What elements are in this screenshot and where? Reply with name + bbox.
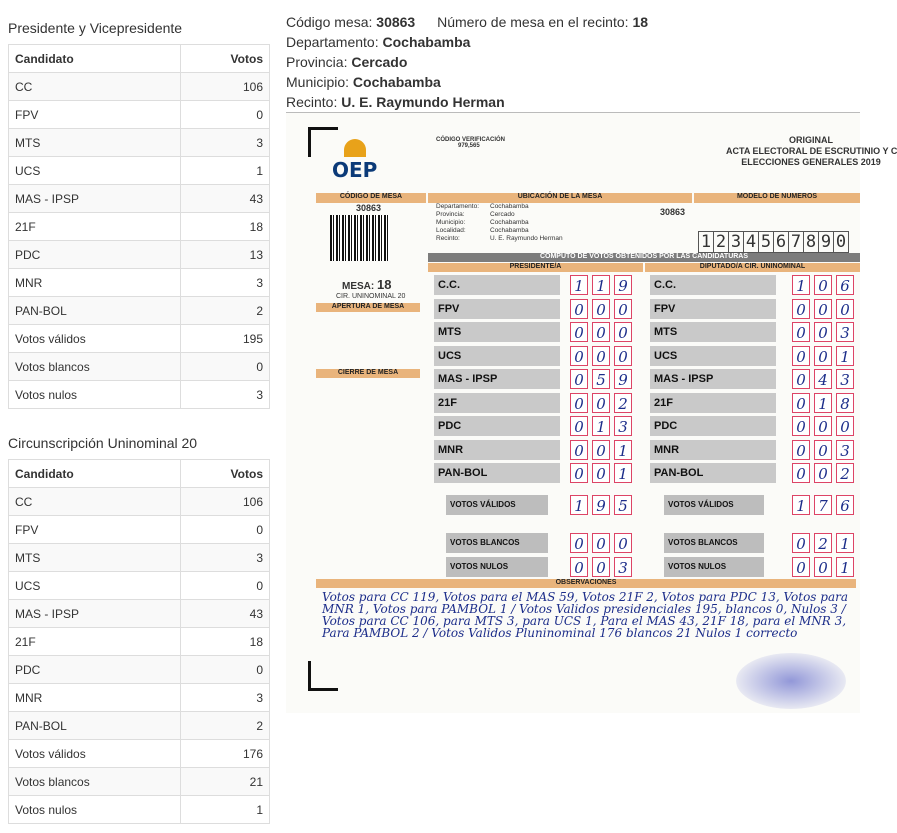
table-row bbox=[9, 796, 270, 824]
info-departamento bbox=[286, 32, 648, 52]
acta-original: ORIGINAL bbox=[789, 135, 833, 145]
vote-count: 3 bbox=[180, 381, 269, 409]
handwritten-digit: 9 bbox=[592, 495, 610, 515]
candidate-name: PDC bbox=[9, 241, 181, 269]
handwritten-digit: 1 bbox=[836, 557, 854, 577]
handwritten-digit: 1 bbox=[570, 495, 588, 515]
acta-party-name: PAN-BOL bbox=[434, 463, 560, 483]
acta-party-name: VOTOS NULOS bbox=[446, 557, 548, 577]
section-title: Presidente y Vicepresidente bbox=[8, 20, 183, 36]
handwritten-digit: 6 bbox=[836, 495, 854, 515]
handwritten-digit: 0 bbox=[570, 369, 588, 389]
vote-count: 13 bbox=[180, 241, 269, 269]
handwritten-digit: 0 bbox=[836, 299, 854, 319]
model-digit: 8 bbox=[803, 231, 819, 253]
handwritten-digit: 1 bbox=[836, 346, 854, 366]
candidate-name: 21F bbox=[9, 213, 181, 241]
handwritten-digit: 0 bbox=[792, 393, 810, 413]
handwritten-digit: 1 bbox=[592, 416, 610, 436]
candidate-name: UCS bbox=[9, 572, 181, 600]
corner-mark bbox=[308, 127, 338, 157]
handwritten-digit: 0 bbox=[814, 463, 832, 483]
section-1 bbox=[8, 435, 270, 824]
table-row bbox=[9, 269, 270, 297]
band-computo: CÓMPUTO DE VOTOS OBTENIDOS POR LAS CANDIDATURAS bbox=[428, 253, 860, 262]
recinto-label: Recinto: bbox=[286, 94, 338, 110]
acta-party-name: FPV bbox=[650, 299, 776, 319]
acta-party-name: MTS bbox=[650, 322, 776, 342]
table-row bbox=[9, 297, 270, 325]
candidate-name: CC bbox=[9, 488, 181, 516]
handwritten-digit: 7 bbox=[814, 495, 832, 515]
handwritten-digit: 0 bbox=[614, 299, 632, 319]
handwritten-digit: 0 bbox=[570, 533, 588, 553]
handwritten-digit: 0 bbox=[614, 322, 632, 342]
ubic-values: Cochabamba Cercado Cochabamba Cochabamba U. E. Raymundo Herman bbox=[490, 203, 563, 242]
acta-image bbox=[286, 112, 897, 713]
stamp-seal bbox=[736, 653, 846, 709]
vote-count: 18 bbox=[180, 628, 269, 656]
handwritten-digit: 3 bbox=[836, 322, 854, 342]
acta-codigo-mesa: 30863 bbox=[356, 203, 382, 213]
acta-party-name: MAS - IPSP bbox=[650, 369, 776, 389]
acta-codigo-mesa-2: 30863 bbox=[660, 207, 686, 217]
table-header bbox=[9, 45, 270, 73]
acta-party-name: 21F bbox=[650, 393, 776, 413]
handwritten-digit: 0 bbox=[792, 533, 810, 553]
handwritten-digit: 5 bbox=[592, 369, 610, 389]
results-panel bbox=[8, 14, 270, 824]
municipio-value: Cochabamba bbox=[352, 74, 441, 90]
table-row bbox=[9, 73, 270, 101]
handwritten-digit: 0 bbox=[614, 346, 632, 366]
vote-count: 0 bbox=[180, 516, 269, 544]
candidate-name: 21F bbox=[9, 628, 181, 656]
mesa-num: 18 bbox=[377, 277, 392, 292]
handwritten-digit: 8 bbox=[836, 393, 854, 413]
candidate-name: PAN-BOL bbox=[9, 297, 181, 325]
numero-label: Número de mesa en el recinto: bbox=[437, 14, 629, 30]
handwritten-digit: 0 bbox=[570, 322, 588, 342]
recinto-value: U. E. Raymundo Herman bbox=[341, 94, 505, 110]
band-dip: DIPUTADO/A CIR. UNINOMINAL bbox=[645, 263, 860, 272]
info-recinto bbox=[286, 92, 648, 112]
vote-count: 3 bbox=[180, 129, 269, 157]
acta-party-name: MNR bbox=[434, 440, 560, 460]
col-candidato: Candidato bbox=[9, 45, 181, 73]
corner-mark bbox=[308, 661, 338, 691]
handwritten-digit: 1 bbox=[836, 533, 854, 553]
acta-party-name: UCS bbox=[434, 346, 560, 366]
table-row bbox=[9, 185, 270, 213]
handwritten-digit: 0 bbox=[592, 346, 610, 366]
codigo-verif-label: CÓDIGO VERIFICACIÓN bbox=[436, 137, 506, 143]
acta-title1: ACTA ELECTORAL DE ESCRUTINIO Y C bbox=[726, 146, 897, 156]
acta-cir: CIR. UNINOMINAL 20 bbox=[336, 293, 406, 300]
vote-count: 0 bbox=[180, 656, 269, 684]
vote-count: 1 bbox=[180, 157, 269, 185]
table-row bbox=[9, 241, 270, 269]
votes-table bbox=[8, 44, 270, 409]
vote-count: 2 bbox=[180, 712, 269, 740]
table-row bbox=[9, 544, 270, 572]
acta-party-name: MTS bbox=[434, 322, 560, 342]
model-digit: 4 bbox=[743, 231, 759, 253]
handwritten-digit: 0 bbox=[792, 463, 810, 483]
oep-logo-icon bbox=[344, 139, 366, 157]
handwritten-digit: 1 bbox=[592, 275, 610, 295]
handwritten-digit: 3 bbox=[836, 440, 854, 460]
candidate-name: MTS bbox=[9, 129, 181, 157]
acta-party-name: VOTOS VÁLIDOS bbox=[664, 495, 764, 515]
handwritten-digit: 3 bbox=[614, 416, 632, 436]
model-digit: 5 bbox=[758, 231, 774, 253]
handwritten-digit: 0 bbox=[836, 416, 854, 436]
handwritten-digit: 0 bbox=[570, 557, 588, 577]
handwritten-digit: 0 bbox=[570, 346, 588, 366]
table-row bbox=[9, 213, 270, 241]
acta-party-name: PDC bbox=[650, 416, 776, 436]
vote-count: 21 bbox=[180, 768, 269, 796]
departamento-label: Departamento: bbox=[286, 34, 379, 50]
provincia-value: Cercado bbox=[351, 54, 408, 70]
handwritten-digit: 4 bbox=[814, 369, 832, 389]
mesa-label: MESA: bbox=[342, 281, 375, 292]
table-header bbox=[9, 460, 270, 488]
acta-party-name: VOTOS BLANCOS bbox=[664, 533, 764, 553]
acta-party-name: VOTOS VÁLIDOS bbox=[446, 495, 548, 515]
vote-count: 106 bbox=[180, 73, 269, 101]
band-pres: PRESIDENTE/A bbox=[428, 263, 643, 272]
acta-party-name: 21F bbox=[434, 393, 560, 413]
model-digit: 0 bbox=[833, 231, 849, 253]
table-row bbox=[9, 600, 270, 628]
vote-count: 0 bbox=[180, 101, 269, 129]
table-row bbox=[9, 381, 270, 409]
vote-count: 2 bbox=[180, 297, 269, 325]
votes-table bbox=[8, 459, 270, 824]
vote-count: 0 bbox=[180, 353, 269, 381]
acta-party-name: UCS bbox=[650, 346, 776, 366]
col-candidato: Candidato bbox=[9, 460, 181, 488]
numero-value: 18 bbox=[632, 14, 649, 30]
acta-party-name: C.C. bbox=[650, 275, 776, 295]
handwritten-digit: 0 bbox=[792, 299, 810, 319]
acta-header bbox=[726, 135, 896, 168]
candidate-name: MAS - IPSP bbox=[9, 185, 181, 213]
table-row bbox=[9, 157, 270, 185]
col-votos: Votos bbox=[180, 45, 269, 73]
modelo-numeros bbox=[698, 231, 848, 253]
candidate-name: FPV bbox=[9, 516, 181, 544]
handwritten-digit: 1 bbox=[614, 463, 632, 483]
band-cierre: CIERRE DE MESA bbox=[316, 369, 420, 378]
col-votos: Votos bbox=[180, 460, 269, 488]
handwritten-digit: 0 bbox=[792, 440, 810, 460]
table-row bbox=[9, 101, 270, 129]
handwritten-digit: 0 bbox=[814, 322, 832, 342]
mesa-info bbox=[286, 12, 648, 112]
acta-party-name: PDC bbox=[434, 416, 560, 436]
handwritten-digit: 1 bbox=[792, 495, 810, 515]
section-0 bbox=[8, 20, 270, 409]
handwritten-digit: 0 bbox=[570, 393, 588, 413]
handwritten-digit: 0 bbox=[570, 463, 588, 483]
handwritten-digit: 3 bbox=[836, 369, 854, 389]
vote-count: 43 bbox=[180, 600, 269, 628]
acta-party-name: MNR bbox=[650, 440, 776, 460]
handwritten-digit: 1 bbox=[570, 275, 588, 295]
candidate-name: MAS - IPSP bbox=[9, 600, 181, 628]
section-title: Circunscripción Uninominal 20 bbox=[8, 435, 198, 451]
vote-count: 43 bbox=[180, 185, 269, 213]
handwritten-digit: 0 bbox=[792, 346, 810, 366]
acta-party-name: MAS - IPSP bbox=[434, 369, 560, 389]
table-row bbox=[9, 684, 270, 712]
handwritten-digit: 0 bbox=[814, 299, 832, 319]
handwritten-digit: 0 bbox=[592, 557, 610, 577]
band-codigo: CÓDIGO DE MESA bbox=[316, 193, 426, 203]
vote-count: 106 bbox=[180, 488, 269, 516]
vote-count: 3 bbox=[180, 544, 269, 572]
handwritten-digit: 5 bbox=[614, 495, 632, 515]
candidate-name: PAN-BOL bbox=[9, 712, 181, 740]
handwritten-digit: 0 bbox=[570, 299, 588, 319]
provincia-label: Provincia: bbox=[286, 54, 348, 70]
candidate-name: Votos válidos bbox=[9, 740, 181, 768]
ubic-labels: Departamento: Provincia: Municipio: Localidad: Recinto: bbox=[436, 203, 479, 242]
table-row bbox=[9, 516, 270, 544]
handwritten-digit: 0 bbox=[592, 393, 610, 413]
acta-party-name: PAN-BOL bbox=[650, 463, 776, 483]
info-provincia bbox=[286, 52, 648, 72]
vote-count: 176 bbox=[180, 740, 269, 768]
vote-count: 195 bbox=[180, 325, 269, 353]
handwritten-digit: 0 bbox=[792, 557, 810, 577]
codigo-verificacion bbox=[436, 137, 505, 149]
handwritten-digit: 0 bbox=[614, 533, 632, 553]
observaciones-text: Votos para CC 119, Votos para el MAS 59, Votos 21F 2, Votos para PDC 13, Votos para MNR 1, Votos para PAMBOL 1 / Votos Validos presidenciales 195, blancos 0, Nulos 3 / Votos para CC 106, para MTS 3, para UCS 1, Para el MAS 43, 21F 18, para el MNR 3, Para PAMBOL 2 / Votos Validos Pluninominal 176 blancos 21 Nulos 1 correcto bbox=[322, 590, 849, 640]
handwritten-digit: 0 bbox=[592, 299, 610, 319]
acta-party-name: FPV bbox=[434, 299, 560, 319]
model-digit: 7 bbox=[788, 231, 804, 253]
acta-party-name: C.C. bbox=[434, 275, 560, 295]
band-ubicacion: UBICACIÓN DE LA MESA bbox=[428, 193, 692, 203]
handwritten-digit: 1 bbox=[792, 275, 810, 295]
handwritten-digit: 0 bbox=[592, 533, 610, 553]
candidate-name: Votos blancos bbox=[9, 353, 181, 381]
acta-party-name: VOTOS BLANCOS bbox=[446, 533, 548, 553]
table-row bbox=[9, 768, 270, 796]
handwritten-digit: 0 bbox=[814, 416, 832, 436]
model-digit: 2 bbox=[713, 231, 729, 253]
info-line-1 bbox=[286, 12, 648, 32]
handwritten-digit: 1 bbox=[814, 393, 832, 413]
band-apertura: APERTURA DE MESA bbox=[316, 303, 420, 312]
candidate-name: MNR bbox=[9, 684, 181, 712]
handwritten-digit: 0 bbox=[814, 275, 832, 295]
table-row bbox=[9, 656, 270, 684]
table-row bbox=[9, 712, 270, 740]
model-digit: 3 bbox=[728, 231, 744, 253]
municipio-label: Municipio: bbox=[286, 74, 350, 90]
model-digit: 6 bbox=[773, 231, 789, 253]
vote-count: 18 bbox=[180, 213, 269, 241]
model-digit: 1 bbox=[698, 231, 714, 253]
codigo-verif-num: 979,565 bbox=[458, 143, 480, 149]
handwritten-digit: 0 bbox=[592, 463, 610, 483]
vote-count: 1 bbox=[180, 796, 269, 824]
departamento-value: Cochabamba bbox=[382, 34, 471, 50]
handwritten-digit: 9 bbox=[614, 369, 632, 389]
candidate-name: CC bbox=[9, 73, 181, 101]
handwritten-digit: 2 bbox=[614, 393, 632, 413]
candidate-name: MNR bbox=[9, 269, 181, 297]
table-row bbox=[9, 488, 270, 516]
table-row bbox=[9, 740, 270, 768]
handwritten-digit: 0 bbox=[792, 416, 810, 436]
handwritten-digit: 0 bbox=[814, 346, 832, 366]
handwritten-digit: 0 bbox=[592, 440, 610, 460]
table-row bbox=[9, 325, 270, 353]
vote-count: 3 bbox=[180, 684, 269, 712]
oep-logo: OEP bbox=[332, 158, 378, 182]
band-observaciones: OBSERVACIONES bbox=[316, 579, 856, 588]
handwritten-digit: 3 bbox=[614, 557, 632, 577]
handwritten-digit: 0 bbox=[570, 440, 588, 460]
band-modelo: MODELO DE NUMEROS bbox=[694, 193, 860, 203]
handwritten-digit: 9 bbox=[614, 275, 632, 295]
candidate-name: PDC bbox=[9, 656, 181, 684]
vote-count: 3 bbox=[180, 269, 269, 297]
candidate-name: Votos blancos bbox=[9, 768, 181, 796]
acta-mesa-label bbox=[342, 277, 391, 292]
handwritten-digit: 1 bbox=[614, 440, 632, 460]
handwritten-digit: 0 bbox=[814, 440, 832, 460]
handwritten-digit: 0 bbox=[592, 322, 610, 342]
codigo-value: 30863 bbox=[376, 14, 416, 30]
handwritten-digit: 0 bbox=[792, 322, 810, 342]
candidate-name: UCS bbox=[9, 157, 181, 185]
table-row bbox=[9, 628, 270, 656]
candidate-name: MTS bbox=[9, 544, 181, 572]
handwritten-digit: 0 bbox=[814, 557, 832, 577]
handwritten-digit: 2 bbox=[814, 533, 832, 553]
handwritten-digit: 6 bbox=[836, 275, 854, 295]
table-row bbox=[9, 572, 270, 600]
candidate-name: Votos nulos bbox=[9, 381, 181, 409]
codigo-label: Código mesa: bbox=[286, 14, 373, 30]
acta-party-name: VOTOS NULOS bbox=[664, 557, 764, 577]
vote-count: 0 bbox=[180, 572, 269, 600]
candidate-name: Votos nulos bbox=[9, 796, 181, 824]
candidate-name: Votos válidos bbox=[9, 325, 181, 353]
candidate-name: FPV bbox=[9, 101, 181, 129]
handwritten-digit: 0 bbox=[792, 369, 810, 389]
model-digit: 9 bbox=[818, 231, 834, 253]
barcode bbox=[330, 215, 390, 261]
info-municipio bbox=[286, 72, 648, 92]
table-row bbox=[9, 353, 270, 381]
table-row bbox=[9, 129, 270, 157]
handwritten-digit: 2 bbox=[836, 463, 854, 483]
handwritten-digit: 0 bbox=[570, 416, 588, 436]
acta-title2: ELECCIONES GENERALES 2019 bbox=[741, 157, 881, 167]
